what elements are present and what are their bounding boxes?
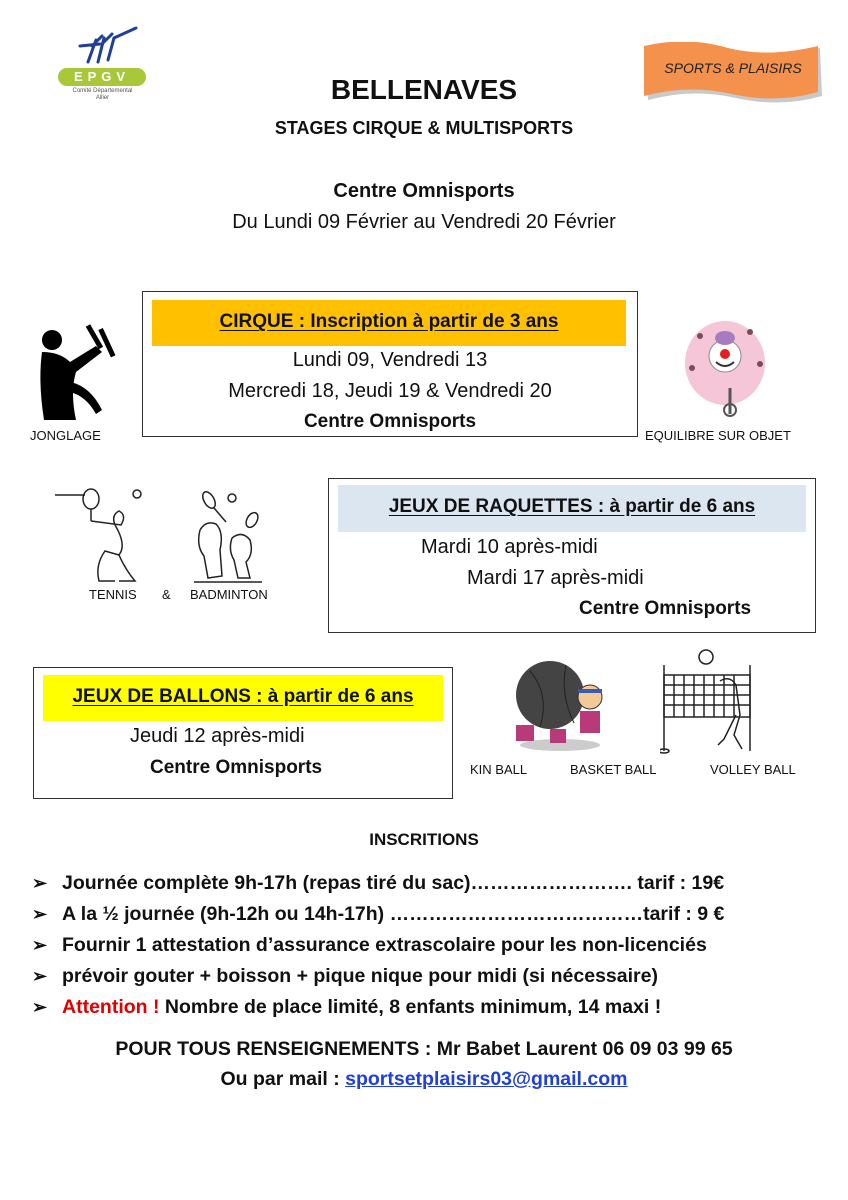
inscription-item (32, 965, 822, 996)
inscription-item (32, 872, 822, 903)
warning-label: Attention ! (62, 996, 160, 1018)
caption-kinball: KIN BALL (470, 762, 528, 777)
email-link[interactable]: sportsetplaisirs03@gmail.com (345, 1068, 628, 1090)
header-dates: Du Lundi 09 Février au Vendredi 20 Février (232, 211, 616, 233)
inscriptions-title: INSCRITIONS (369, 830, 479, 849)
inscriptions-list (32, 872, 822, 1027)
juggler-icon (30, 322, 125, 422)
raquettes-dates-line-2: Mardi 17 après-midi (467, 567, 644, 589)
header-venue: Centre Omnisports (333, 180, 515, 202)
raquettes-section (328, 478, 816, 633)
ballons-section (33, 667, 453, 799)
arrow-bullet-icon: ➢ (32, 935, 48, 955)
raquettes-venue: Centre Omnisports (579, 598, 752, 619)
caption-tennis: TENNIS (89, 587, 137, 602)
cirque-section (142, 291, 638, 437)
raquettes-heading: JEUX DE RAQUETTES : à partir de 6 ans (338, 485, 806, 532)
inscription-item-text: Journée complète 9h-17h (repas tiré du sac)……………………. tarif : 19€ (62, 872, 725, 894)
cirque-dates-line-2: Mercredi 18, Jeudi 19 & Vendredi 20 (228, 380, 552, 402)
logo-subtitle-line1: Comité Départemental (72, 88, 133, 94)
banner-label: SPORTS & PLAISIRS (664, 60, 802, 76)
contact-line: POUR TOUS RENSEIGNEMENTS : Mr Babet Laurent 06 09 03 99 65 (115, 1038, 733, 1060)
arrow-bullet-icon: ➢ (32, 873, 48, 893)
badminton-players-icon (192, 490, 267, 585)
warning-text: Nombre de place limité, 8 enfants minimum, 14 maxi ! (159, 996, 662, 1018)
inscription-item-text: Fournir 1 attestation d’assurance extrascolaire pour les non-licenciés (62, 934, 707, 956)
caption-ampersand: & (162, 587, 171, 602)
volleyball-player-icon (660, 645, 755, 755)
caption-badminton: BADMINTON (190, 587, 268, 602)
clown-unicycle-icon (680, 318, 770, 420)
ballons-heading: JEUX DE BALLONS : à partir de 6 ans (43, 675, 443, 721)
inscription-warning (32, 996, 822, 1027)
arrow-bullet-icon: ➢ (32, 904, 48, 924)
caption-jonglage: JONGLAGE (30, 428, 101, 443)
caption-equilibre: EQUILIBRE SUR OBJET (645, 428, 791, 443)
page-subtitle: STAGES CIRQUE & MULTISPORTS (274, 118, 574, 138)
inscription-item-text: prévoir gouter + boisson + pique nique pour midi (si nécessaire) (62, 965, 658, 987)
cirque-dates-line-1: Lundi 09, Vendredi 13 (292, 349, 488, 371)
logo-brand: EPGV (58, 68, 146, 86)
cirque-heading: CIRQUE : Inscription à partir de 3 ans (152, 300, 626, 346)
caption-volleyball: VOLLEY BALL (710, 762, 796, 777)
page-title: BELLENAVES (330, 74, 518, 105)
caption-basketball: BASKET BALL (570, 762, 657, 777)
kinball-kids-icon (510, 655, 610, 751)
logo-subtitle-line2: Allier (95, 95, 110, 101)
raquettes-dates-line-1: Mardi 10 après-midi (421, 536, 598, 558)
mail-prefix: Ou par mail : (220, 1068, 346, 1090)
arrow-bullet-icon: ➢ (32, 997, 48, 1017)
inscription-item (32, 934, 822, 965)
gymnasts-icon (40, 22, 165, 68)
tennis-player-icon (55, 485, 145, 585)
contact-mail (0, 1068, 848, 1091)
arrow-bullet-icon: ➢ (32, 966, 48, 986)
cirque-venue: Centre Omnisports (303, 411, 477, 432)
ballons-dates-line-1: Jeudi 12 après-midi (130, 725, 305, 747)
inscription-item (32, 903, 822, 934)
inscription-item-text: A la ½ journée (9h-12h ou 14h-17h) …………………………………tarif : 9 € (62, 903, 725, 925)
ballons-venue: Centre Omnisports (150, 757, 323, 778)
